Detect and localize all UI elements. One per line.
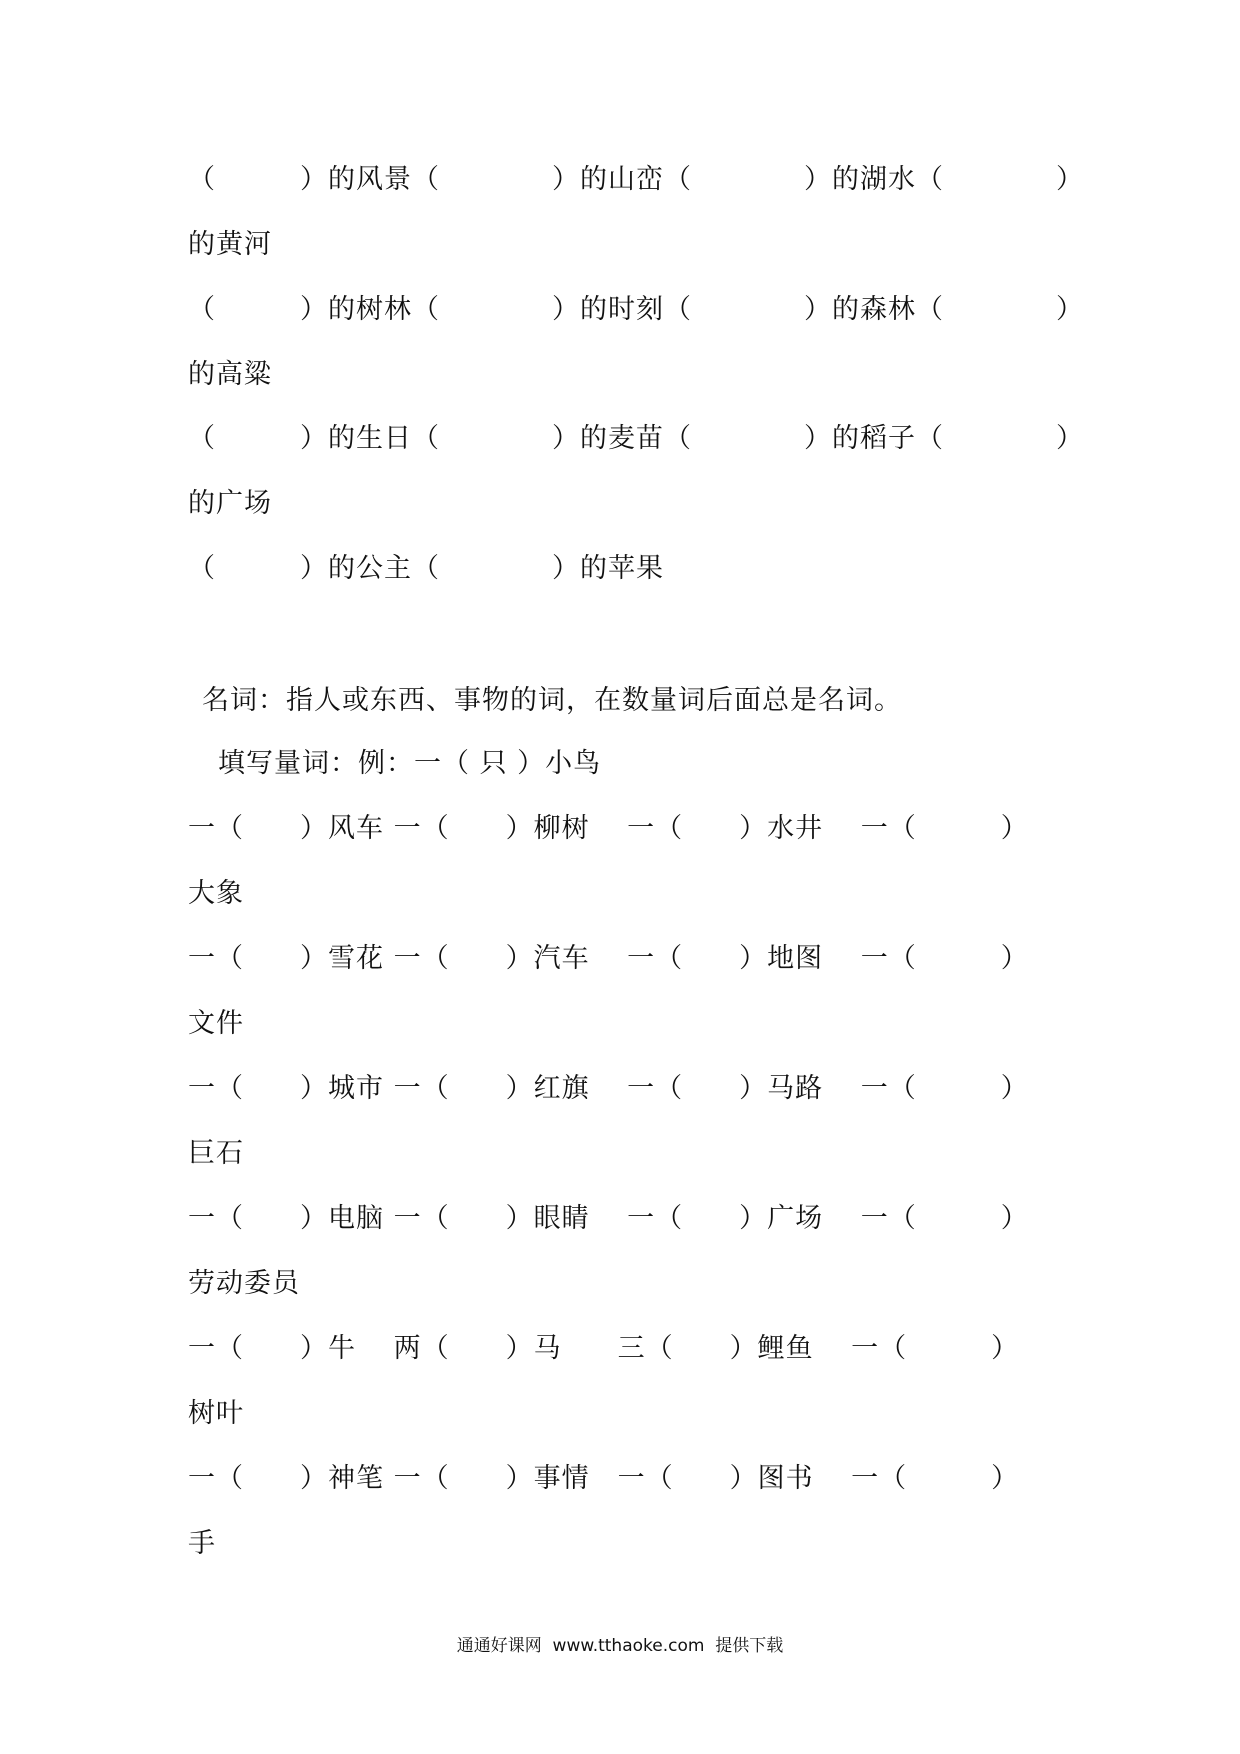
exercise-row: 的高粱 — [188, 359, 272, 390]
exercise-row: 一（ ）风车 一（ ）柳树 一（ ）水井 一（ ） — [188, 813, 1029, 844]
exercise-row: 一（ ）雪花 一（ ）汽车 一（ ）地图 一（ ） — [188, 943, 1029, 974]
exercise-row: 一（ ）城市 一（ ）红旗 一（ ）马路 一（ ） — [188, 1073, 1029, 1104]
exercise-row: 一（ ）牛 两（ ）马 三（ ）鲤鱼 一（ ） — [188, 1333, 1020, 1364]
exercise-row: 一（ ）电脑 一（ ）眼睛 一（ ）广场 一（ ） — [188, 1203, 1029, 1234]
exercise-row: 手 — [188, 1528, 216, 1559]
exercise-row: 巨石 — [188, 1138, 244, 1169]
exercise-row: 劳动委员 — [188, 1268, 300, 1299]
exercise-row: 大象 — [188, 878, 244, 909]
page-footer: 通通好课网 www.tthaoke.com 提供下载 — [456, 1636, 784, 1656]
exercise-row: （ ）的树林（ ）的时刻（ ）的森林（ ） — [188, 294, 1084, 325]
exercise-row: （ ）的生日（ ）的麦苗（ ）的稻子（ ） — [188, 423, 1084, 454]
exercise-row: 的广场 — [188, 488, 272, 519]
exercise-row: 文件 — [188, 1008, 244, 1039]
exercise-row: 树叶 — [188, 1398, 244, 1429]
exercise-row: （ ）的公主（ ）的苹果 — [188, 553, 664, 584]
instruction-text: 填写量词：例：一（ 只 ）小鸟 — [218, 748, 602, 779]
exercise-row: 一（ ）神笔 一（ ）事情 一（ ）图书 一（ ） — [188, 1463, 1020, 1494]
exercise-row: （ ）的风景（ ）的山峦（ ）的湖水（ ） — [188, 164, 1084, 195]
exercise-row: 的黄河 — [188, 229, 272, 260]
definition-text: 名词：指人或东西、事物的词，在数量词后面总是名词。 — [202, 685, 902, 716]
